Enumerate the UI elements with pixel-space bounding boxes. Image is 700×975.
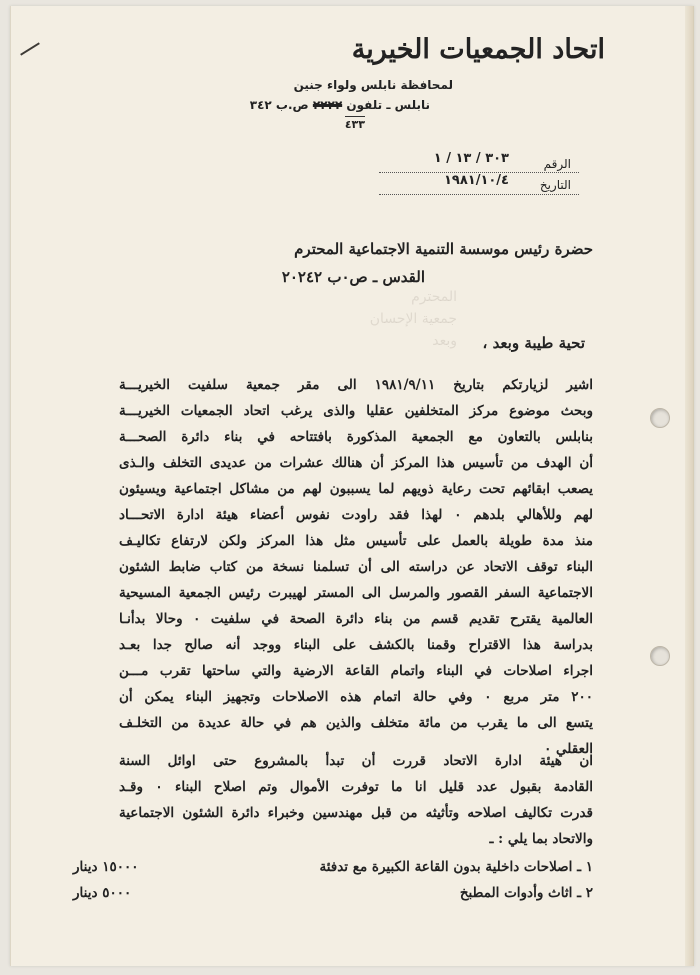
cost-item-label: ٢ ـ اثاث وأدوات المطبخ xyxy=(459,885,593,901)
body-line: لهم وللأهالي بلدهم ٠ لهذا فقد راودت نفوس أعضاء هيئة ادارة الاتحـــاد xyxy=(119,507,593,523)
organization-name: اتحاد الجمعيات الخيرية xyxy=(351,34,605,65)
date-dotted-line xyxy=(379,194,579,195)
body-line: وبحث موضوع مركز المتخلفين عقليا والذى يرغب اتحاد الجمعيات الخيريـــة xyxy=(119,403,593,419)
body-line: ٢٠٠ متر مربع ٠ وفي حالة اتمام هذه الاصلاحات وتجهيز البناء يمكن أن xyxy=(119,689,593,705)
organization-contact xyxy=(250,98,430,112)
body-line: والاتحاد بما يلي : ـ xyxy=(489,831,593,847)
paper-edge xyxy=(685,6,693,966)
contact-prefix: نابلس ـ تلفون xyxy=(346,98,430,112)
body-line: أن الهدف من تأسيس هذا المركز أن هنالك عشرات من عديدى التخلف والـذى xyxy=(119,455,593,471)
cost-item-amount: ١٥٠٠٠ دينار xyxy=(73,859,139,875)
body-line: يصعب ابقائهم تحت رعاية ذويهم لما يسببون لهم من مشاكل اجتماعية ويسيئون xyxy=(119,481,593,497)
body-line: منذ مدة طويلة بالعمل على تأسيس مثل هذا المركز ولكن لارتفاع تكاليـف xyxy=(119,533,593,549)
body-paragraph-1 xyxy=(119,372,593,762)
recipient-title: حضرة رئيس موسسة التنمية الاجتماعية المحترم xyxy=(294,240,593,258)
date-value: ١٩٨١/١٠/٤ xyxy=(443,173,509,188)
organization-governorate: لمحافظة نابلس ولواء جنين xyxy=(293,78,453,92)
letter-page xyxy=(10,6,694,966)
body-line: بدراسة هذا الاقتراح وقمنا بالكشف على البناء ووجد أنه صالح جدا بعـد xyxy=(119,637,593,653)
body-line: يتسع الى ما يقرب من مائة متخلف والذين هم في حالة عديدة من التخلـف xyxy=(119,715,593,731)
contact-po-box: ص.ب ٣٤٢ xyxy=(249,98,309,112)
list-item xyxy=(73,854,593,880)
body-line: اجراء اصلاحات في البناء واتمام القاعة الارضية والتي ساحتها تقرب مـــن xyxy=(119,663,593,679)
body-line: البناء توقف الاتحاد عن دراسته الى أن تسلمنا نسخة من كتاب ضابط الشئون xyxy=(119,559,593,575)
punch-hole-lower xyxy=(650,646,670,666)
date-label: التاريخ xyxy=(539,178,571,192)
reference-number-label: الرقم xyxy=(543,157,571,171)
body-line: العالمية يقترح تقديم قسم من بناء دائرة الصحة في سلفيت ٠ وحالا بدأنـا xyxy=(119,611,593,627)
recipient-address: القدس ـ ص٠ب ٢٠٢٤٢ xyxy=(281,268,425,286)
pen-tick-mark xyxy=(20,42,40,55)
cost-items-list xyxy=(73,854,593,906)
body-line: بنابلس بالتعاون مع الجمعية المذكورة بافتتاحه في بناء دائرة الصحـــة xyxy=(119,429,593,445)
body-line: قدرت تكاليف اصلاحه وتأثيثه من قبل مهندسين وخبراء دائرة الشئون الاجتماعية xyxy=(119,805,593,821)
body-line: العقلي ٠ xyxy=(544,741,593,757)
body-line: القادمة بقبول عدد قليل انا ما توفرت الأموال وتم اصلاح البناء ٠ وقـد xyxy=(119,779,593,795)
cost-item-label: ١ ـ اصلاحات داخلية بدون القاعة الكبيرة مع تدفئة xyxy=(319,859,593,875)
contact-struck-number: ٢٢٢٢ xyxy=(312,98,343,112)
contact-extra-number: ٤٣٣ xyxy=(344,118,365,131)
body-paragraph-2 xyxy=(119,748,593,852)
body-line: اشير لزيارتكم بتاريخ ١٩٨١/٩/١١ الى مقر جمعية سلفيت الخيريـــة xyxy=(119,377,593,393)
reference-number-value: ٣٠٣ / ١٣ / ١ xyxy=(433,151,509,166)
punch-hole-upper xyxy=(650,408,670,428)
greeting: تحية طيبة وبعد ، xyxy=(482,334,585,352)
body-line: ان هيئة ادارة الاتحاد قررت أن تبدأ بالمشروع حتى اوائل السنة xyxy=(119,753,593,769)
body-line: الاجتماعية السفر القصور والمرسل الى المستر لهيبرت رئيس الجمعية المسيحية xyxy=(119,585,593,601)
cost-item-amount: ٥٠٠٠ دينار xyxy=(73,885,132,901)
show-through-text: المحترم جمعية الإحسان وبعد xyxy=(369,289,457,349)
list-item xyxy=(73,880,593,906)
